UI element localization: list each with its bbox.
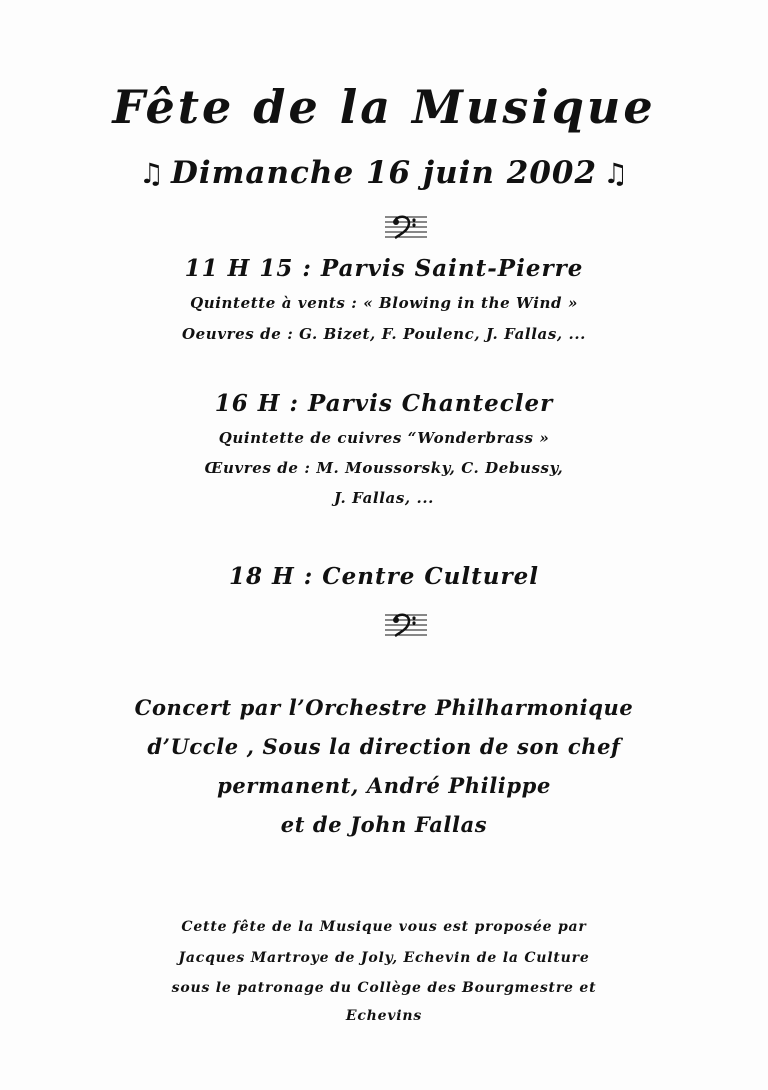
concert-line-3: permanent, André Philippe: [217, 773, 551, 798]
event-1-time: 11 H 15 : Parvis Saint-Pierre: [184, 255, 584, 282]
footer-line-3: sous le patronage du Collège des Bourgmestre et: [171, 980, 597, 996]
bass-clef-icon: [383, 610, 429, 640]
event-2-detail-1: Quintette de cuivres “Wonderbrass »: [218, 429, 550, 447]
event-2-time: 16 H : Parvis Chantecler: [214, 390, 554, 417]
event-1-detail-2: Oeuvres de : G. Bizet, F. Poulenc, J. Fallas, ...: [182, 325, 586, 343]
event-2-detail-2: Œuvres de : M. Moussorsky, C. Debussy,: [204, 459, 564, 477]
event-1-detail-1: Quintette à vents : « Blowing in the Wind »: [190, 294, 578, 312]
music-note-left-icon: ♫: [138, 157, 165, 190]
concert-line-2: d’Uccle , Sous la direction de son chef: [147, 734, 621, 759]
footer-line-4: Echevins: [345, 1008, 423, 1024]
footer-line-2: Jacques Martroye de Joly, Echevin de la Culture: [178, 950, 590, 966]
concert-line-1: Concert par l’Orchestre Philharmonique: [134, 695, 634, 720]
footer-line-1: Cette fête de la Musique vous est proposée par: [181, 919, 587, 935]
event-date: Dimanche 16 juin 2002: [170, 155, 598, 191]
concert-line-4: et de John Fallas: [280, 812, 488, 837]
event-2-detail-3: J. Fallas, ...: [334, 489, 434, 507]
event-3-time: 18 H : Centre Culturel: [229, 563, 539, 590]
event-date-line: [0, 155, 768, 191]
bass-clef-icon: [383, 212, 429, 242]
music-note-right-icon: ♫: [603, 157, 630, 190]
poster-title: Fête de la Musique: [112, 80, 656, 134]
